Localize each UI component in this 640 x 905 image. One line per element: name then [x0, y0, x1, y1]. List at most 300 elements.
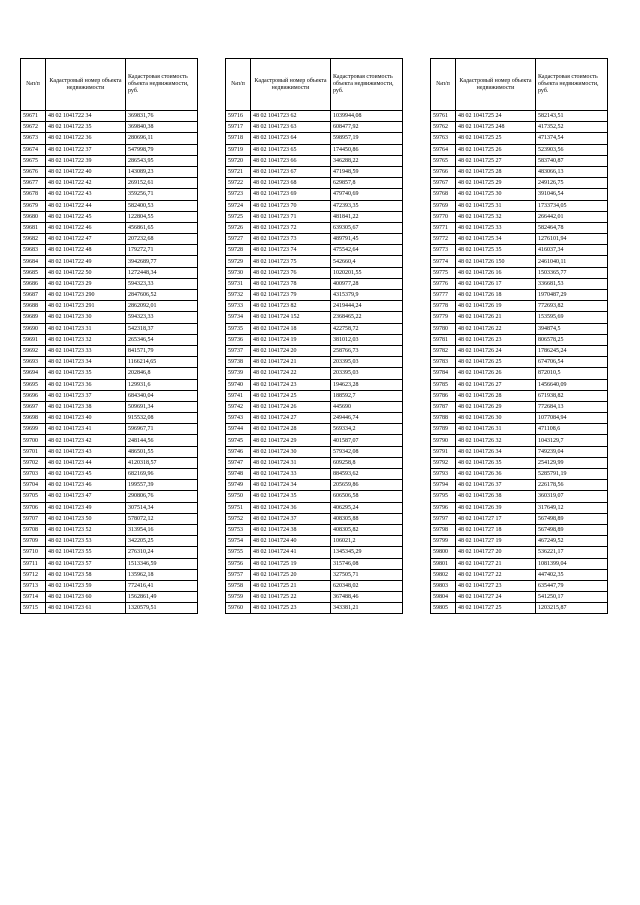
header-cadastral-number: Кадастровый номер объекта недвижимости: [46, 59, 126, 111]
row-number: 59784: [431, 368, 456, 379]
table-row: [431, 334, 608, 345]
cadastral-cost: 772416,41: [126, 580, 198, 591]
cadastral-cost: 327505,71: [331, 569, 403, 580]
row-number: 59797: [431, 513, 456, 524]
cadastral-number: 48 02 1041723 40: [46, 413, 126, 424]
row-number: 59672: [21, 122, 46, 133]
table-row: [226, 390, 403, 401]
cadastral-number: 48 02 1041723 45: [46, 469, 126, 480]
row-number: 59732: [226, 290, 251, 301]
cadastral-number: 48 02 1041725 19: [251, 558, 331, 569]
cadastral-number: 48 02 1041723 52: [46, 524, 126, 535]
cadastral-cost: 884593,62: [331, 469, 403, 480]
cadastral-number: 48 02 1041723 78: [251, 278, 331, 289]
cadastral-number: 48 02 1041723 63: [251, 122, 331, 133]
cadastral-number: 48 02 1041726 16: [456, 267, 536, 278]
table-row: [21, 312, 198, 323]
table-row: [21, 323, 198, 334]
cadastral-cost: 684340,04: [126, 390, 198, 401]
cadastral-number: 48 02 1041722 46: [46, 222, 126, 233]
row-number: 59722: [226, 178, 251, 189]
row-number: 59782: [431, 345, 456, 356]
row-number: 59712: [21, 569, 46, 580]
row-number: 59741: [226, 390, 251, 401]
row-number: 59753: [226, 524, 251, 535]
cadastral-number: 48 02 1041723 73: [251, 234, 331, 245]
row-number: 59770: [431, 211, 456, 222]
cadastral-number: 48 02 1041723 35: [46, 368, 126, 379]
table-row: [431, 379, 608, 390]
cadastral-number: 48 02 1041724 34: [251, 480, 331, 491]
table-row: [431, 155, 608, 166]
cadastral-cost: 445690: [331, 401, 403, 412]
row-number: 59750: [226, 491, 251, 502]
cadastral-cost: 1272448,34: [126, 267, 198, 278]
cadastral-number: 48 02 1041724 41: [251, 547, 331, 558]
cadastral-number: 48 02 1041723 69: [251, 189, 331, 200]
cadastral-number: 48 02 1041723 31: [46, 323, 126, 334]
header-num: №п/п: [21, 59, 46, 111]
table-row: [21, 278, 198, 289]
cadastral-number: 48 02 1041725 30: [456, 189, 536, 200]
cadastral-number: 48 02 1041723 74: [251, 245, 331, 256]
cadastral-cost: 594323,33: [126, 312, 198, 323]
cadastral-number: 48 02 1041725 31: [456, 200, 536, 211]
cadastral-cost: 542318,37: [126, 323, 198, 334]
row-number: 59778: [431, 301, 456, 312]
table-row: [226, 200, 403, 211]
cadastral-cost: 317649,12: [536, 502, 608, 513]
cadastral-number: 48 02 1041726 31: [456, 424, 536, 435]
cadastral-number: 48 02 1041723 58: [46, 569, 126, 580]
cadastral-cost: 342205,25: [126, 536, 198, 547]
table-row: [226, 469, 403, 480]
cadastral-number: 48 02 1041722 44: [46, 200, 126, 211]
row-number: 59692: [21, 345, 46, 356]
cadastral-number: 48 02 1041724 152: [251, 312, 331, 323]
row-number: 59727: [226, 234, 251, 245]
cadastral-cost: 315746,08: [331, 558, 403, 569]
table-row: [431, 245, 608, 256]
cadastral-cost: 772684,13: [536, 401, 608, 412]
cadastral-number: 48 02 1041724 25: [251, 390, 331, 401]
table-row: [226, 345, 403, 356]
table-row: [21, 558, 198, 569]
row-number: 59769: [431, 200, 456, 211]
cadastral-number: 48 02 1041722 50: [46, 267, 126, 278]
cadastral-number: 48 02 1041725 248: [456, 122, 536, 133]
cadastre-table-3: [430, 58, 608, 614]
cadastral-cost: 5285791,19: [536, 469, 608, 480]
table-row: [21, 256, 198, 267]
cadastral-cost: 394874,5: [536, 323, 608, 334]
cadastral-cost: 1320579,51: [126, 603, 198, 614]
table-row: [21, 368, 198, 379]
table-row: [226, 592, 403, 603]
row-number: 59742: [226, 401, 251, 412]
table-row: [431, 312, 608, 323]
cadastral-cost: 280696,11: [126, 133, 198, 144]
cadastral-cost: 254129,99: [536, 457, 608, 468]
table-row: [226, 603, 403, 614]
cadastral-number: 48 02 1041723 29: [46, 278, 126, 289]
cadastral-number: 48 02 1041723 71: [251, 211, 331, 222]
row-number: 59752: [226, 513, 251, 524]
table-row: [431, 301, 608, 312]
row-number: 59697: [21, 401, 46, 412]
cadastral-cost: 143089,23: [126, 166, 198, 177]
cadastral-number: 48 02 1041722 37: [46, 144, 126, 155]
row-number: 59772: [431, 234, 456, 245]
table-row: [431, 524, 608, 535]
row-number: 59787: [431, 401, 456, 412]
cadastral-cost: 1456640,09: [536, 379, 608, 390]
row-number: 59683: [21, 245, 46, 256]
table-row: [21, 267, 198, 278]
table-row: [21, 469, 198, 480]
cadastral-cost: 749239,04: [536, 446, 608, 457]
table-row: [431, 133, 608, 144]
cadastral-cost: 471108,6: [536, 424, 608, 435]
cadastral-number: 48 02 1041726 35: [456, 457, 536, 468]
row-number: 59792: [431, 457, 456, 468]
table-row: [21, 580, 198, 591]
row-number: 59798: [431, 524, 456, 535]
row-number: 59800: [431, 547, 456, 558]
cadastral-number: 48 02 1041723 76: [251, 267, 331, 278]
row-number: 59709: [21, 536, 46, 547]
row-number: 59690: [21, 323, 46, 334]
table-row: [21, 457, 198, 468]
cadastral-cost: 203395,03: [331, 357, 403, 368]
table-row: [431, 390, 608, 401]
cadastral-cost: 1276101,94: [536, 234, 608, 245]
row-number: 59751: [226, 502, 251, 513]
cadastral-number: 48 02 1041723 61: [46, 603, 126, 614]
table-header-row: [21, 59, 198, 111]
cadastre-table-2: [225, 58, 403, 614]
cadastral-cost: 307514,34: [126, 502, 198, 513]
cadastral-number: 48 02 1041723 60: [46, 592, 126, 603]
cadastral-cost: 772693,82: [536, 301, 608, 312]
cadastral-number: 48 02 1041722 39: [46, 155, 126, 166]
cadastral-number: 48 02 1041724 18: [251, 323, 331, 334]
cadastral-number: 48 02 1041725 23: [251, 603, 331, 614]
row-number: 59801: [431, 558, 456, 569]
table-row: [21, 211, 198, 222]
table-row: [226, 513, 403, 524]
row-number: 59689: [21, 312, 46, 323]
row-number: 59707: [21, 513, 46, 524]
row-number: 59758: [226, 580, 251, 591]
table-row: [21, 524, 198, 535]
cadastral-number: 48 02 1041725 27: [456, 155, 536, 166]
cadastral-number: 48 02 1041724 35: [251, 491, 331, 502]
cadastral-number: 48 02 1041726 22: [456, 323, 536, 334]
row-number: 59702: [21, 457, 46, 468]
cadastral-cost: 536221,17: [536, 547, 608, 558]
row-number: 59676: [21, 166, 46, 177]
table-row: [21, 345, 198, 356]
cadastral-cost: 1043129,7: [536, 435, 608, 446]
cadastral-cost: 1039944,08: [331, 111, 403, 122]
cadastral-cost: 1020201,55: [331, 267, 403, 278]
cadastral-number: 48 02 1041724 23: [251, 379, 331, 390]
table-header-row: [226, 59, 403, 111]
cadastral-cost: 1077084,94: [536, 413, 608, 424]
header-cadastral-cost: Кадастровая стоимость объекта недвижимости, руб.: [126, 59, 198, 111]
table-row: [431, 345, 608, 356]
cadastral-number: 48 02 1041723 41: [46, 424, 126, 435]
table-row: [431, 144, 608, 155]
cadastral-number: 48 02 1041724 21: [251, 357, 331, 368]
cadastral-cost: 471948,59: [331, 166, 403, 177]
table-row: [226, 446, 403, 457]
header-num: №п/п: [226, 59, 251, 111]
table-row: [21, 513, 198, 524]
cadastral-number: 48 02 1041724 36: [251, 502, 331, 513]
cadastral-number: 48 02 1041723 66: [251, 155, 331, 166]
table-row: [226, 569, 403, 580]
table-row: [431, 502, 608, 513]
cadastral-cost: 202846,8: [126, 368, 198, 379]
table-row: [226, 357, 403, 368]
cadastral-cost: 276310,24: [126, 547, 198, 558]
row-number: 59762: [431, 122, 456, 133]
cadastral-number: 48 02 1041726 23: [456, 334, 536, 345]
cadastral-number: 48 02 1041724 27: [251, 413, 331, 424]
cadastral-cost: 106021,2: [331, 536, 403, 547]
table-row: [226, 379, 403, 390]
cadastral-number: 48 02 1041723 291: [46, 301, 126, 312]
cadastral-cost: 313954,16: [126, 524, 198, 535]
cadastral-number: 48 02 1041724 31: [251, 457, 331, 468]
cadastral-number: 48 02 1041727 17: [456, 513, 536, 524]
table-row: [21, 502, 198, 513]
table-row: [226, 401, 403, 412]
table-row: [226, 558, 403, 569]
row-number: 59718: [226, 133, 251, 144]
row-number: 59740: [226, 379, 251, 390]
table-row: [226, 211, 403, 222]
cadastral-cost: 582400,53: [126, 200, 198, 211]
row-number: 59708: [21, 524, 46, 535]
cadastral-number: 48 02 1041726 24: [456, 345, 536, 356]
row-number: 59788: [431, 413, 456, 424]
cadastral-number: 48 02 1041724 22: [251, 368, 331, 379]
table-row: [226, 245, 403, 256]
cadastral-number: 48 02 1041722 34: [46, 111, 126, 122]
cadastral-cost: 1786245,24: [536, 345, 608, 356]
cadastral-cost: 249126,75: [536, 178, 608, 189]
cadastral-number: 48 02 1041723 50: [46, 513, 126, 524]
row-number: 59767: [431, 178, 456, 189]
table-row: [21, 122, 198, 133]
cadastral-cost: 569334,2: [331, 424, 403, 435]
table-row: [226, 480, 403, 491]
row-number: 59686: [21, 278, 46, 289]
row-number: 59746: [226, 446, 251, 457]
cadastral-cost: 408305,82: [331, 524, 403, 535]
row-number: 59706: [21, 502, 46, 513]
cadastral-number: 48 02 1041724 38: [251, 524, 331, 535]
table-row: [21, 334, 198, 345]
table-row: [21, 301, 198, 312]
row-number: 59671: [21, 111, 46, 122]
row-number: 59704: [21, 480, 46, 491]
table-row: [226, 435, 403, 446]
cadastre-table-1: [20, 58, 198, 614]
cadastral-cost: 135962,18: [126, 569, 198, 580]
header-num: №п/п: [431, 59, 456, 111]
cadastral-cost: 523903,56: [536, 144, 608, 155]
table-row: [226, 536, 403, 547]
table-row: [431, 122, 608, 133]
cadastral-cost: 2368465,22: [331, 312, 403, 323]
table-row: [226, 155, 403, 166]
table-row: [431, 200, 608, 211]
cadastral-cost: 265346,54: [126, 334, 198, 345]
cadastral-number: 48 02 1041726 150: [456, 256, 536, 267]
cadastral-number: 48 02 1041727 23: [456, 580, 536, 591]
row-number: 59673: [21, 133, 46, 144]
table-row: [226, 189, 403, 200]
table-row: [21, 536, 198, 547]
cadastral-number: 48 02 1041723 53: [46, 536, 126, 547]
cadastral-number: 48 02 1041724 30: [251, 446, 331, 457]
row-number: 59700: [21, 435, 46, 446]
row-number: 59796: [431, 502, 456, 513]
cadastral-cost: 406295,24: [331, 502, 403, 513]
cadastral-cost: 467249,52: [536, 536, 608, 547]
cadastral-cost: 547998,79: [126, 144, 198, 155]
table-row: [21, 413, 198, 424]
header-cadastral-cost: Кадастровая стоимость объекта недвижимости, руб.: [331, 59, 403, 111]
cadastral-cost: 1166214,65: [126, 357, 198, 368]
cadastral-number: 48 02 1041725 21: [251, 580, 331, 591]
table-row: [226, 133, 403, 144]
cadastral-number: 48 02 1041724 20: [251, 345, 331, 356]
cadastral-number: 48 02 1041722 40: [46, 166, 126, 177]
row-number: 59715: [21, 603, 46, 614]
table-row: [21, 222, 198, 233]
cadastral-cost: 207232,68: [126, 234, 198, 245]
cadastral-cost: 1345345,29: [331, 547, 403, 558]
cadastral-number: 48 02 1041723 38: [46, 401, 126, 412]
cadastral-number: 48 02 1041725 22: [251, 592, 331, 603]
table-row: [431, 424, 608, 435]
row-number: 59743: [226, 413, 251, 424]
cadastral-number: 48 02 1041723 65: [251, 144, 331, 155]
cadastral-number: 48 02 1041723 49: [46, 502, 126, 513]
cadastral-cost: 639305,67: [331, 222, 403, 233]
cadastral-cost: 205659,86: [331, 480, 403, 491]
table-row: [226, 122, 403, 133]
row-number: 59749: [226, 480, 251, 491]
table-row: [226, 502, 403, 513]
cadastral-number: 48 02 1041724 19: [251, 334, 331, 345]
cadastral-number: 48 02 1041726 26: [456, 368, 536, 379]
row-number: 59745: [226, 435, 251, 446]
cadastral-number: 48 02 1041726 28: [456, 390, 536, 401]
cadastral-cost: 286543,95: [126, 155, 198, 166]
cadastral-cost: 483066,13: [536, 166, 608, 177]
cadastral-number: 48 02 1041727 25: [456, 603, 536, 614]
cadastral-number: 48 02 1041725 32: [456, 211, 536, 222]
cadastral-cost: 471374,54: [536, 133, 608, 144]
cadastral-cost: 248144,56: [126, 435, 198, 446]
table-row: [431, 413, 608, 424]
row-number: 59688: [21, 301, 46, 312]
row-number: 59717: [226, 122, 251, 133]
cadastral-number: 48 02 1041724 37: [251, 513, 331, 524]
row-number: 59729: [226, 256, 251, 267]
table-row: [226, 323, 403, 334]
row-number: 59799: [431, 536, 456, 547]
cadastral-number: 48 02 1041723 46: [46, 480, 126, 491]
row-number: 59759: [226, 592, 251, 603]
cadastral-cost: 179272,71: [126, 245, 198, 256]
table-row: [226, 457, 403, 468]
table-row: [226, 368, 403, 379]
cadastral-number: 48 02 1041723 72: [251, 222, 331, 233]
cadastral-number: 48 02 1041727 21: [456, 558, 536, 569]
row-number: 59756: [226, 558, 251, 569]
cadastral-cost: 360319,07: [536, 491, 608, 502]
row-number: 59790: [431, 435, 456, 446]
row-number: 59781: [431, 334, 456, 345]
cadastral-number: 48 02 1041724 33: [251, 469, 331, 480]
table-row: [431, 189, 608, 200]
cadastral-cost: 4315379,9: [331, 290, 403, 301]
cadastral-cost: 226178,56: [536, 480, 608, 491]
table-row: [431, 267, 608, 278]
cadastral-cost: 422758,72: [331, 323, 403, 334]
row-number: 59766: [431, 166, 456, 177]
table-row: [21, 133, 198, 144]
cadastral-number: 48 02 1041722 47: [46, 234, 126, 245]
cadastral-cost: 336681,53: [536, 278, 608, 289]
cadastral-cost: 4120318,57: [126, 457, 198, 468]
cadastral-number: 48 02 1041726 25: [456, 357, 536, 368]
row-number: 59774: [431, 256, 456, 267]
cadastral-cost: 567498,89: [536, 513, 608, 524]
table-row: [226, 312, 403, 323]
row-number: 59734: [226, 312, 251, 323]
row-number: 59714: [21, 592, 46, 603]
row-number: 59789: [431, 424, 456, 435]
cadastral-cost: 841571,79: [126, 345, 198, 356]
cadastral-cost: 608477,92: [331, 122, 403, 133]
table-row: [431, 446, 608, 457]
row-number: 59693: [21, 357, 46, 368]
row-number: 59763: [431, 133, 456, 144]
cadastral-cost: 806578,25: [536, 334, 608, 345]
cadastral-cost: 567498,89: [536, 524, 608, 535]
cadastral-number: 48 02 1041726 30: [456, 413, 536, 424]
cadastral-number: 48 02 1041726 18: [456, 290, 536, 301]
cadastral-cost: 391046,54: [536, 189, 608, 200]
cadastral-cost: 542660,4: [331, 256, 403, 267]
row-number: 59744: [226, 424, 251, 435]
cadastral-cost: 1081399,04: [536, 558, 608, 569]
cadastral-cost: 199557,39: [126, 480, 198, 491]
cadastral-number: 48 02 1041726 17: [456, 278, 536, 289]
row-number: 59802: [431, 569, 456, 580]
cadastral-cost: 582143,51: [536, 111, 608, 122]
row-number: 59687: [21, 290, 46, 301]
row-number: 59710: [21, 547, 46, 558]
